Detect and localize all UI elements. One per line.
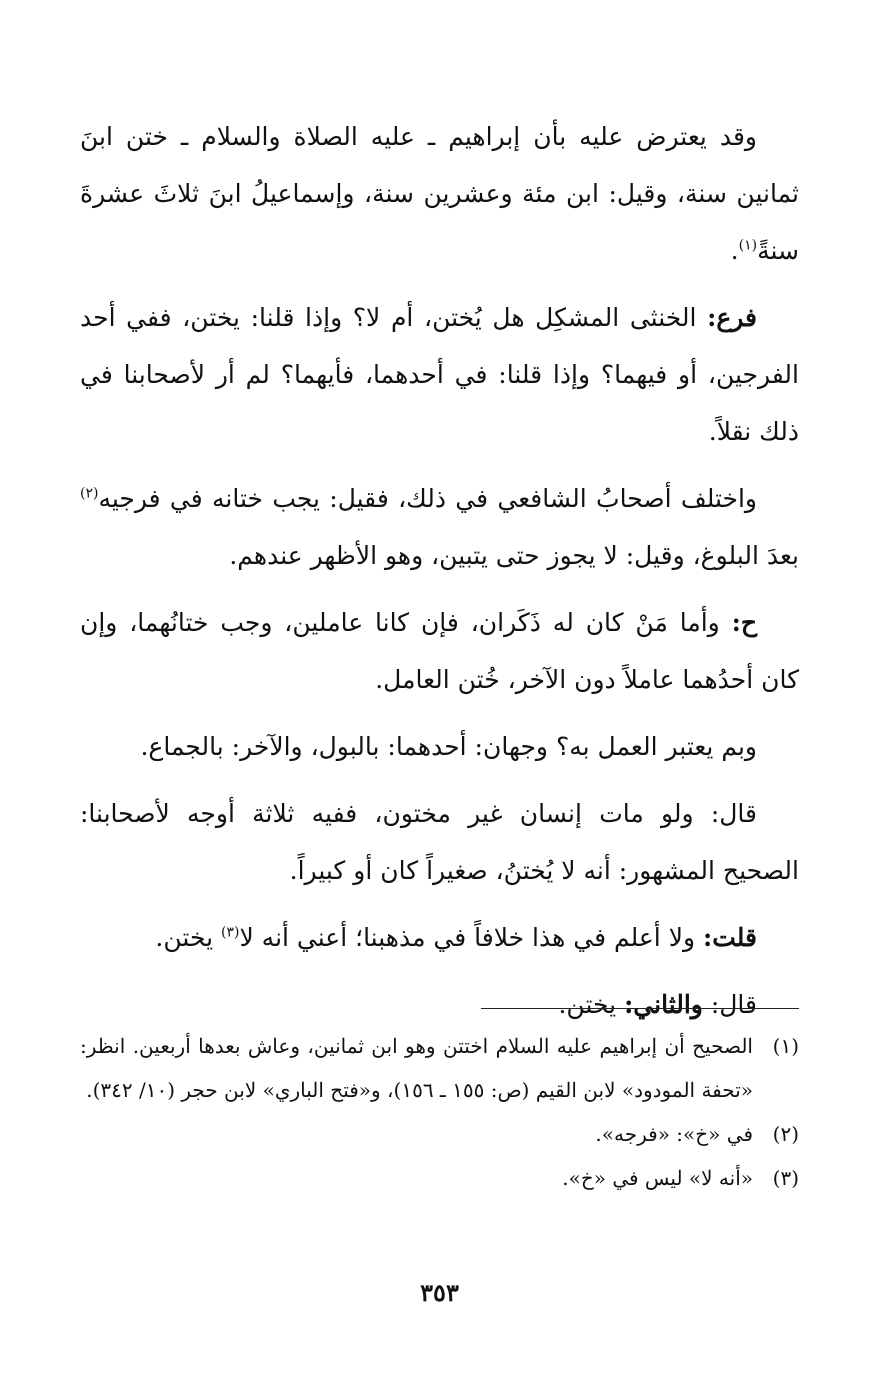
section-label: ح: [731, 608, 757, 637]
paragraph-amal [80, 718, 799, 775]
paragraph-tail: بعدَ البلوغ، وقيل: لا يجوز حتى يتبين، وهو الأظهر عندهم. [229, 541, 799, 570]
paragraph-mayyit [80, 785, 799, 899]
paragraph-text: وقد يعترض عليه بأن إبراهيم ـ عليه الصلاة والسلام ـ ختن ابنَ ثمانين سنة، وقيل: ابن مئة وعشرين سنة، وإسماعيلُ ابنَ ثلاثَ عشرةَ سنةً [80, 122, 799, 265]
paragraph-tail: يختن. [558, 990, 625, 1019]
footnote-1 [80, 1024, 799, 1112]
footnotes [80, 1024, 799, 1200]
paragraph-tail: يختن. [155, 923, 221, 952]
footnote-ref: (٣) [221, 924, 240, 941]
footnote-3 [80, 1156, 799, 1200]
paragraph-text: وأما مَنْ كان له ذَكَران، فإن كانا عاملين، وجب ختانُهما، وإن كان أحدُهما عاملاً دون الآخر، خُتن العامل. [80, 608, 799, 694]
paragraph-text: قال: [702, 990, 757, 1019]
footnote-text: الصحيح أن إبراهيم عليه السلام اختتن وهو ابن ثمانين، وعاش بعدها أربعين. انظر: «تحفة المودود» لابن القيم (ص: ١٥٥ ـ ١٥٦)، و«فتح الباري» لابن حجر (١٠/ ٣٤٢). [80, 1034, 753, 1102]
paragraph-text: قال: ولو مات إنسان غير مختون، ففيه ثلاثة أوجه لأصحابنا: الصحيح المشهور: أنه لا يُختنُ، صغيراً كان أو كبيراً. [80, 799, 799, 885]
footnote-divider [481, 1008, 799, 1009]
section-label: والثاني: [624, 990, 703, 1019]
footnote-number: (١) [772, 1034, 799, 1058]
footnote-number: (٢) [772, 1122, 799, 1146]
footnote-ref: (١) [738, 237, 758, 254]
paragraph-shafii [80, 470, 799, 584]
section-label: فرع: [707, 303, 757, 332]
page-number: ٣٥٣ [420, 1278, 459, 1307]
paragraph-text: ولا أعلم في هذا خلافاً في مذهبنا؛ أعني أنه لا [239, 923, 703, 952]
footnote-ref: (٢) [80, 485, 99, 502]
paragraph-text: الخنثى المشكِل هل يُختن، أم لا؟ وإذا قلنا: يختن، ففي أحد الفرجين، أو فيهما؟ وإذا قلنا: في أحدهما، فأيهما؟ لم أر لأصحابنا في ذلك نقلاً. [80, 303, 799, 446]
paragraph-text: واختلف أصحابُ الشافعي في ذلك، فقيل: يجب ختانه في فرجيه [98, 484, 757, 513]
paragraph-qultu [80, 909, 799, 966]
paragraph-text: وبم يعتبر العمل به؟ وجهان: أحدهما: بالبول، والآخر: بالجماع. [140, 732, 757, 761]
footnote-number: (٣) [772, 1166, 799, 1190]
paragraph-dhakaran [80, 594, 799, 708]
footnote-text: في «خ»: «فرجه». [595, 1122, 753, 1146]
footnote-text: «أنه لا» ليس في «خ». [562, 1166, 753, 1190]
footnote-2 [80, 1112, 799, 1156]
paragraph-khuntha [80, 289, 799, 460]
section-label: قلت: [702, 923, 757, 952]
paragraph-tail: . [730, 236, 739, 265]
paragraph-ibrahim [80, 108, 799, 279]
